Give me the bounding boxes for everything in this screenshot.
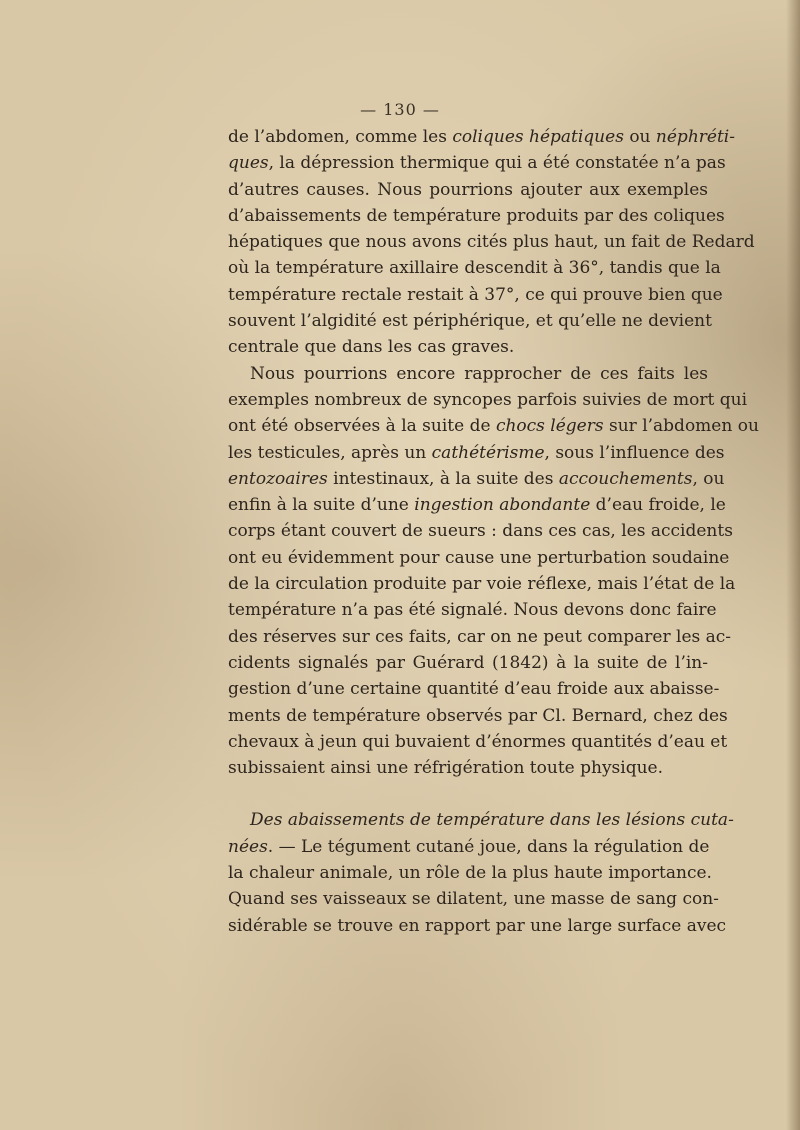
text-line: nées. — Le tégument cutané joue, dans la régulation de bbox=[228, 836, 710, 857]
text-line: des réserves sur ces faits, car on ne peut comparer les ac- bbox=[228, 626, 732, 647]
text-line: d’autres causes. Nous pourrions ajouter aux exemples bbox=[228, 179, 708, 200]
text-line: la chaleur animale, un rôle de la plus haute importance. bbox=[228, 863, 712, 884]
text-line: exemples nombreux de syncopes parfois suivies de mort qui bbox=[228, 389, 748, 410]
text-line: Nous pourrions encore rapprocher de ces faits les bbox=[250, 363, 708, 384]
body-text bbox=[228, 124, 759, 939]
page-number: — 130 — bbox=[360, 100, 440, 119]
text-line: sidérable se trouve en rapport par une large surface avec bbox=[228, 915, 727, 936]
text-line: température n’a pas été signalé. Nous devons donc faire bbox=[228, 600, 717, 621]
text-line: hépatiques que nous avons cités plus haut, un fait de Redard bbox=[228, 232, 755, 253]
text-line: chevaux à jeun qui buvaient d’énormes quantités d’eau et bbox=[228, 731, 728, 752]
text-line bbox=[228, 781, 708, 807]
page-edge-shadow bbox=[786, 0, 800, 1130]
text-line: température rectale restait à 37°, ce qui prouve bien que bbox=[228, 284, 723, 305]
text-line: ments de température observés par Cl. Bernard, chez des bbox=[228, 705, 728, 726]
text-line: enfin à la suite d’une ingestion abondante d’eau froide, le bbox=[228, 495, 726, 516]
text-line: gestion d’une certaine quantité d’eau froide aux abaisse- bbox=[228, 679, 720, 700]
text-line: où la température axillaire descendit à 36°, tandis que la bbox=[228, 258, 721, 279]
text-line: cidents signalés par Guérard (1842) à la suite de l’in- bbox=[228, 652, 708, 673]
text-line: de la circulation produite par voie réflexe, mais l’état de la bbox=[228, 574, 736, 595]
text-line: centrale que dans les cas graves. bbox=[228, 337, 515, 358]
text-line: ont été observées à la suite de chocs légers sur l’abdomen ou bbox=[228, 416, 759, 437]
text-line: Quand ses vaisseaux se dilatent, une masse de sang con- bbox=[228, 889, 719, 910]
text-line: corps étant couvert de sueurs : dans ces cas, les accidents bbox=[228, 521, 733, 542]
text-line: entozoaires intestinaux, à la suite des accouchements, ou bbox=[228, 468, 725, 489]
text-line: d’abaissements de température produits par des coliques bbox=[228, 205, 725, 226]
text-line: souvent l’algidité est périphérique, et qu’elle ne devient bbox=[228, 311, 712, 332]
text-line: les testicules, après un cathétérisme, sous l’influence des bbox=[228, 442, 725, 463]
text-line: subissaient ainsi une réfrigération toute physique. bbox=[228, 758, 664, 779]
text-line: Des abaissements de température dans les lésions cuta- bbox=[250, 810, 734, 831]
text-line: ont eu évidemment pour cause une perturbation soudaine bbox=[228, 547, 730, 568]
text-line: ques, la dépression thermique qui a été constatée n’a pas bbox=[228, 153, 726, 174]
text-line: de l’abdomen, comme les coliques hépatiques ou néphréti- bbox=[228, 127, 735, 147]
